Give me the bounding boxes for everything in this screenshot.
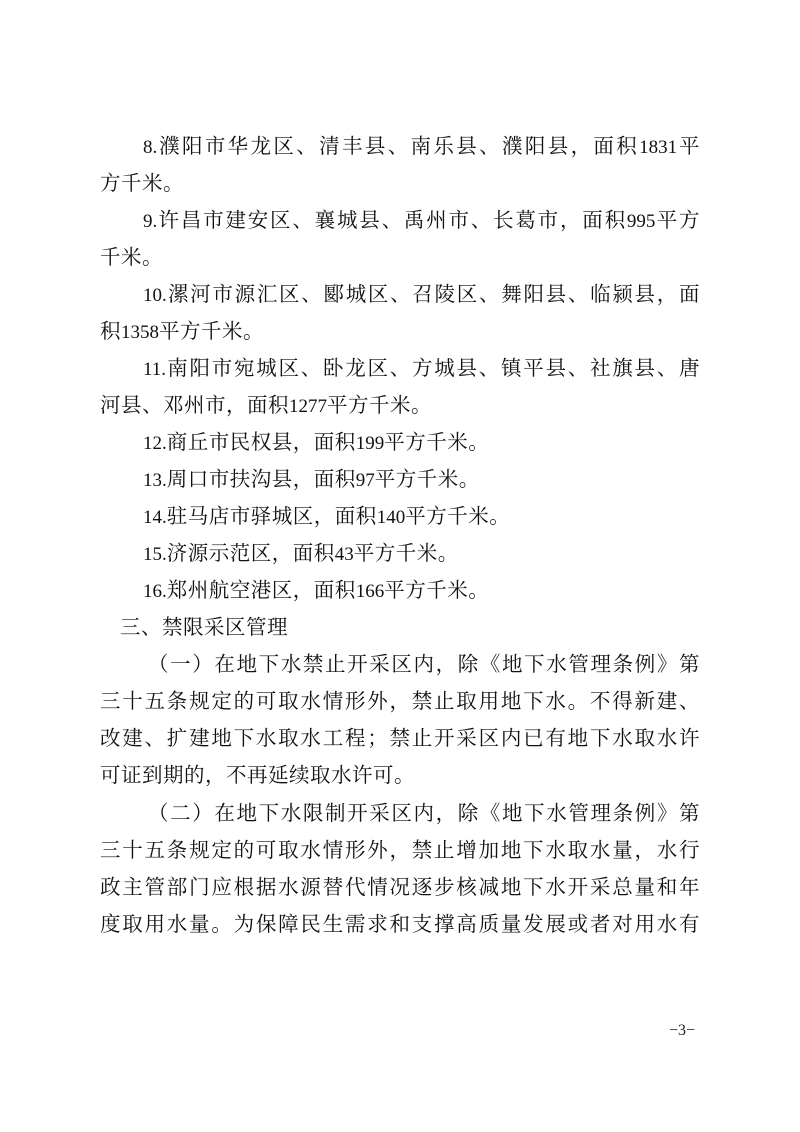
- text-line: 14.驻马店市驿城区，面积140平方千米。: [143, 504, 511, 528]
- number-text: 8.: [143, 137, 158, 158]
- number-text: 14.: [143, 507, 167, 528]
- text-line: 10.漯河市源汇区、郾城区、召陵区、舞阳县、临颍县，面: [143, 282, 700, 306]
- text-line: 9.许昌市建安区、襄城县、禹州市、长葛市，面积995平方: [143, 208, 701, 232]
- number-text: 140: [376, 507, 406, 528]
- number-text: 995: [626, 211, 656, 232]
- text-line: 8.濮阳市华龙区、清丰县、南乐县、濮阳县，面积1831平: [143, 134, 700, 158]
- section-heading: 三、禁限采区管理: [120, 615, 288, 639]
- text-line: 16.郑州航空港区，面积166平方千米。: [143, 578, 490, 602]
- text-line: （一）在地下水禁止开采区内，除《地下水管理条例》第: [148, 652, 700, 676]
- text-line: 可证到期的，不再延续取水许可。: [100, 763, 415, 787]
- text-line: 河县、邓州市，面积1277平方千米。: [100, 393, 432, 417]
- text-line: 11.南阳市宛城区、卧龙区、方城县、镇平县、社旗县、唐: [143, 356, 700, 380]
- text-line: 13.周口市扶沟县，面积97平方千米。: [143, 467, 480, 491]
- number-text: 10.: [143, 285, 167, 306]
- number-text: 166: [355, 581, 385, 602]
- text-line: 三十五条规定的可取水情形外，禁止取用地下水。不得新建、: [100, 689, 700, 713]
- number-text: 12.: [143, 433, 167, 454]
- number-text: 199: [355, 433, 385, 454]
- text-line: （二）在地下水限制开采区内，除《地下水管理条例》第: [148, 801, 700, 825]
- text-line: 三十五条规定的可取水情形外，禁止增加地下水取水量，水行: [100, 838, 700, 862]
- number-text: 16.: [143, 581, 167, 602]
- number-text: 43: [334, 544, 354, 565]
- text-line: 政主管部门应根据水源替代情况逐步核减地下水开采总量和年: [100, 875, 700, 899]
- text-line: 度取用水量。为保障民生需求和支撑高质量发展或者对用水有: [100, 912, 700, 936]
- number-text: 97: [355, 470, 375, 491]
- number-text: 9.: [143, 211, 158, 232]
- text-line: 15.济源示范区，面积43平方千米。: [143, 541, 459, 565]
- number-text: 13.: [143, 470, 167, 491]
- text-line: 积1358平方千米。: [100, 319, 264, 343]
- number-text: 11.: [143, 359, 167, 380]
- text-line: 改建、扩建地下水取水工程；禁止开采区内已有地下水取水许: [100, 726, 700, 750]
- page-number: −3−: [669, 1022, 696, 1039]
- number-text: 1277: [289, 396, 327, 417]
- text-line: 千米。: [100, 245, 163, 269]
- text-line: 12.商丘市民权县，面积199平方千米。: [143, 430, 490, 454]
- number-text: 1358: [121, 322, 159, 343]
- text-line: 方千米。: [100, 171, 184, 195]
- number-text: 1831: [639, 137, 678, 158]
- number-text: 15.: [143, 544, 167, 565]
